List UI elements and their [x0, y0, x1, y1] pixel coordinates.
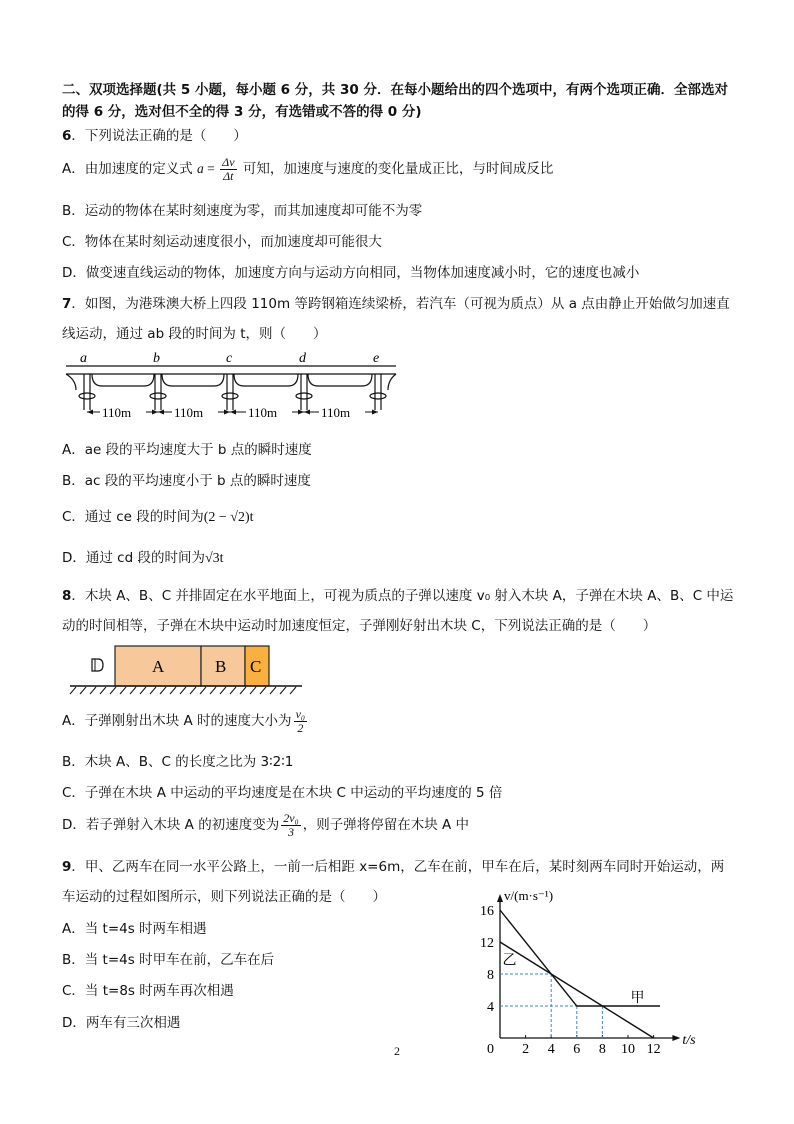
x-tick-label: 2 [522, 1042, 530, 1057]
span-label-cd: 110m [248, 405, 278, 420]
q7-d-math: √3t [204, 551, 224, 566]
blocks-diagram [62, 640, 312, 698]
q7-line1-text: ．如图，为港珠澳大桥上四段 110m 等跨钢箱连续梁桥，若汽车（可视为质点）从 a 点由静止开始做匀加速直 [71, 296, 730, 312]
q9-option-a[interactable]: A．当 t=4s 时两车相遇 [62, 921, 207, 937]
bridge-diagram [62, 350, 402, 430]
q8-option-a[interactable] [62, 706, 309, 736]
q8-option-b[interactable]: B．木块 A、B、C 的长度之比为 3∶2∶1 [62, 754, 294, 770]
y-tick-label: 8 [487, 968, 494, 983]
bridge-point-e: e [373, 351, 380, 366]
series-label-jia: 甲 [630, 991, 645, 1006]
q9-stem-line2: 车运动的过程如图所示，则下列说法正确的是（ ） [62, 889, 386, 905]
block-b-label: B [215, 657, 227, 676]
q7-option-a[interactable]: A．ae 段的平均速度大于 b 点的瞬时速度 [62, 442, 312, 458]
q9-option-c[interactable]: C．当 t=8s 时两车再次相遇 [62, 983, 234, 999]
q6-option-b[interactable]: B．运动的物体在某时刻速度为零，而其加速度却可能不为零 [62, 203, 423, 219]
q7-stem-line2: 线运动，通过 ab 段的时间为 t，则（ ） [62, 326, 327, 342]
section-header-line1: 二、双项选择题(共 5 小题，每小题 6 分，共 30 分．在每小题给出的四个选项中，有两个选项正确．全部选对 [62, 82, 728, 98]
bridge-point-a: a [80, 351, 87, 366]
q8-a-fraction: $\frac{\text{v₀}}{2}$ [295, 706, 306, 735]
bullet-icon [92, 659, 103, 671]
q7-option-d[interactable] [62, 546, 224, 567]
q8-d-pre: D．若子弹射入木块 A 的初速度变为 [62, 817, 280, 833]
q8-d-post: ，则子弹将停留在木块 A 中 [302, 817, 470, 833]
q8-stem-line2: 动的时间相等，子弹在木块中运动时加速度恒定，子弹刚好射出木块 C，下列说法正确的是（ ） [62, 618, 657, 634]
span-label-ab: 110m [102, 405, 132, 420]
q8-a-pre: A．子弹刚射出木块 A 时的速度大小为 [62, 713, 292, 729]
x-tick-label: 12 [646, 1042, 661, 1057]
q8-d-fraction: $\frac{\text{2v₀}}{3}$ [283, 810, 299, 839]
block-a-label: A [152, 657, 165, 676]
q7-d-pre: D．通过 cd 段的时间为 [62, 550, 205, 566]
q7-stem-line1 [62, 292, 730, 312]
span-label-bc: 110m [174, 405, 204, 420]
y-axis-arrow [497, 894, 503, 902]
block-c-label: C [250, 657, 262, 676]
bridge-point-d: d [299, 351, 306, 366]
q6-option-a[interactable]: A．由加速度的定义式 a = $\frac{\Delta v}{\Delta t}$ 可知，加速度与速度的变化量成正比，与时间成反比 [62, 154, 554, 183]
q7-number: 7 [62, 296, 72, 312]
q8-line1-text: ．木块 A、B、C 并排固定在水平地面上，可视为质点的子弹以速度 v₀ 射入木块 A，子弹在木块 A、B、C 中运 [71, 588, 734, 604]
q6-number: 6 [62, 128, 72, 144]
x-tick-label: 4 [547, 1042, 555, 1057]
q8-number: 8 [62, 588, 72, 604]
x-tick-label: 8 [598, 1042, 606, 1057]
q6-a-lhs: a [197, 161, 204, 176]
y-tick-label: 16 [480, 904, 494, 919]
x-tick-label: 10 [621, 1042, 635, 1057]
q7-c-math: (2 − √2)t [203, 510, 254, 525]
q7-c-pre: C．通过 ce 段的时间为 [62, 509, 204, 525]
origin-label: 0 [487, 1042, 494, 1057]
page-number: 2 [394, 1044, 400, 1058]
q6-stem [62, 124, 247, 144]
q6-a-fraction: $\frac{\Delta v}{\Delta t}$ [222, 154, 235, 183]
x-tick-label: 6 [573, 1042, 581, 1057]
q9-line1-text: ．甲、乙两车在同一水平公路上，一前一后相距 x=6m，乙车在前，甲车在后，某时刻两车同时开始运动，两 [71, 859, 725, 875]
y-tick-label: 12 [480, 936, 494, 951]
section-header-line2: 的得 6 分，选对但不全的得 3 分，有选错或不答的得 0 分) [62, 104, 422, 120]
y-tick-label: 4 [487, 1000, 494, 1015]
q9-number: 9 [62, 859, 72, 875]
q8-option-d[interactable] [62, 809, 469, 841]
q6-stem-text: ．下列说法正确的是（ ） [71, 128, 247, 144]
q9-option-b[interactable]: B．当 t=4s 时甲车在前，乙车在后 [62, 952, 275, 968]
q6-option-d[interactable]: D．做变速直线运动的物体，加速度方向与运动方向相同，当物体加速度减小时，它的速度也减小 [62, 265, 640, 281]
y-axis-label: v/(m·s⁻¹) [504, 888, 554, 903]
q7-option-c[interactable] [62, 505, 254, 526]
q9-option-d[interactable]: D．两车有三次相遇 [62, 1015, 181, 1031]
q6-a-post: 可知，加速度与速度的变化量成正比，与时间成反比 [238, 161, 554, 177]
q8-stem-line1 [62, 584, 733, 604]
q8-option-c[interactable]: C．子弹在木块 A 中运动的平均速度是在木块 C 中运动的平均速度的 5 倍 [62, 785, 503, 801]
q6-option-c[interactable]: C．物体在某时刻运动速度很小，而加速度却可能很大 [62, 234, 382, 250]
span-label-de: 110m [321, 405, 351, 420]
velocity-time-chart [470, 888, 710, 1060]
q9-stem-line1 [62, 855, 724, 875]
bridge-point-b: b [153, 351, 160, 366]
ground-hatching [70, 687, 296, 694]
series-label-yi: 乙 [502, 953, 517, 969]
x-axis-arrow [672, 1035, 680, 1041]
q7-option-b[interactable]: B．ac 段的平均速度小于 b 点的瞬时速度 [62, 473, 311, 489]
x-axis-label: t/s [682, 1033, 696, 1048]
q6-a-pre: A．由加速度的定义式 [62, 161, 198, 177]
bridge-point-c: c [226, 351, 233, 366]
